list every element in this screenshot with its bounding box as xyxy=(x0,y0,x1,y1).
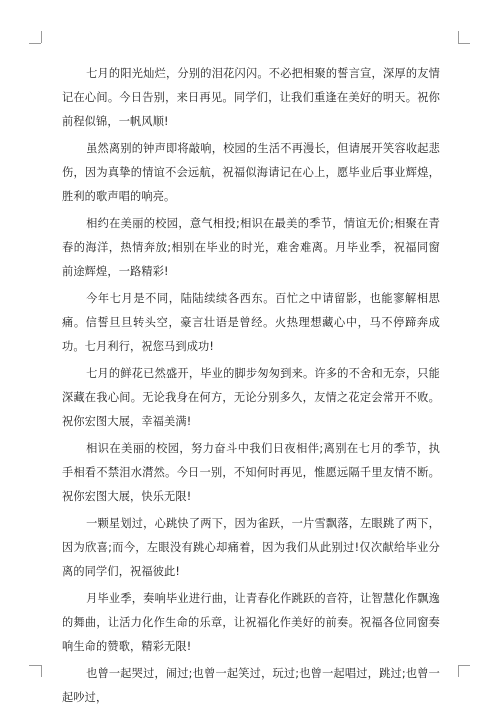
paragraph-9: 也曾一起哭过，闹过;也曾一起笑过，玩过;也曾一起唱过，跳过;也曾一起吵过， xyxy=(62,667,440,705)
paragraph-1: 七月的阳光灿烂，分别的泪花闪闪。不必把相聚的誓言宣，深厚的友情记在心间。今日告别，来日再见。同学们，让我们重逢在美好的明天。祝你前程似锦，一帆风顺! xyxy=(62,67,440,129)
paragraph-3: 相约在美丽的校园，意气相投;相识在最美的季节，情谊无价;相聚在青春的海洋，热情奔放;相别在毕业的时光，难舍难离。月毕业季，祝福同窗前途辉煌，一路精彩! xyxy=(62,217,440,279)
paragraph-6: 相识在美丽的校园，努力奋斗中我们日夜相伴;离别在七月的季节，执手相看不禁泪水潸然。今日一别，不知何时再见，惟愿远隔千里友情不断。祝你宏图大展，快乐无限! xyxy=(62,442,440,504)
paragraph-8: 月毕业季，奏响毕业进行曲，让青春化作跳跃的音符，让智慧化作飘逸的舞曲，让活力化作生命的乐章，让祝福化作美好的前奏。祝福各位同窗奏响生命的赞歌，精彩无限! xyxy=(62,592,440,654)
paragraph-7: 一颗星划过，心跳快了两下，因为雀跃，一片雪飘落，左眼跳了两下，因为欣喜;而今，左眼没有跳心却痛着，因为我们从此别过!仅次献给毕业分离的同学们，祝福彼此! xyxy=(62,517,440,579)
document-body xyxy=(62,62,440,713)
paragraph-4: 今年七月是不同，陆陆续续各西东。百忙之中请留影，也能寥解相思痛。信誓旦旦转头空，豪言壮语是曾经。火热理想藏心中，马不停蹄奔成功。七月利行，祝您马到成功! xyxy=(62,292,440,354)
paragraph-5: 七月的鲜花已然盛开，毕业的脚步匆匆到来。许多的不舍和无奈，只能深藏在我心间。无论我身在何方，无论分别多久，友情之花定会常开不败。祝你宏图大展，幸福美满! xyxy=(62,367,440,429)
paragraph-2: 虽然离别的钟声即将敲响，校园的生活不再漫长，但请展开笑容收起悲伤，因为真挚的情谊不会远航，祝福似海请记在心上，愿毕业后事业辉煌，胜利的歌声唱的响亮。 xyxy=(62,142,440,204)
